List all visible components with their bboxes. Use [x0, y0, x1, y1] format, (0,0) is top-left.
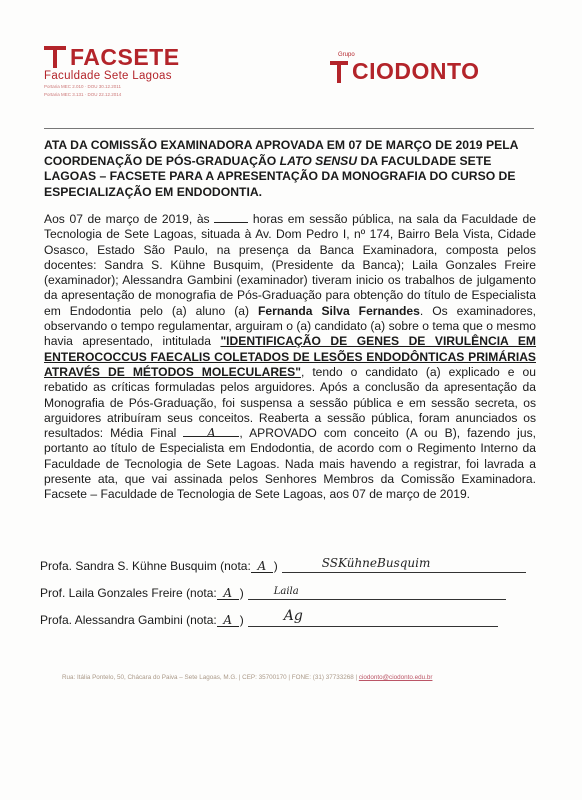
signature-label: Profa. Alessandra Gambini (nota: — [40, 613, 217, 627]
signature-paren: ) — [239, 613, 244, 627]
facsete-fine-print-1: Portaria MEC 2.010 · DOU 30.12.2011 — [44, 84, 121, 89]
signature-label: Prof. Laila Gonzales Freire (nota: — [40, 586, 217, 600]
title-text-2: DA FACULDADE SETE LAGOAS – FACSETE PARA A APRESENTAÇÃO DA MONOGRAFIA DO CURSO DE ESPECIALIZAÇÃO EM — [44, 153, 516, 199]
signature-scrawl: Laila — [273, 586, 299, 597]
body-text-1: Aos 07 de março de 2019, às — [44, 212, 210, 226]
signature-scrawl: SSKühneBusquim — [321, 556, 431, 570]
ciodonto-name: CIODONTO — [352, 58, 480, 84]
signature-grade: A — [223, 613, 233, 627]
signature-paren: ) — [239, 586, 244, 600]
body-text-2: horas em sessão pública, na sala da Faculdade de Tecnologia de Sete Lagoas, situada à Av. Dom Pedro I, nº 174, Bairro Bela Vista, Cidade Osasco, Estado São Paulo, na presença da Banca Examinadora, composta pelos docentes: Sandra S. Kühne Busquim, (Presidente da Banca); Laila Gonzales Freire (examinador); Alessandra Gambini (examinador) tiveram inicio os trabalhos de julgamento da apresentação de monografia de Pós-Graduação para obtenção do título de Especialista em Endodontia pelo (a) aluno (a) — [44, 212, 536, 318]
facsete-mark-icon — [44, 46, 66, 68]
ciodonto-logo — [330, 52, 510, 85]
signature-line-2 — [40, 585, 506, 600]
final-grade-field — [183, 426, 239, 441]
signature-grade: A — [257, 559, 267, 573]
signature-scrawl: Ag — [283, 608, 303, 624]
title-period: . — [258, 184, 263, 199]
signature-line-3 — [40, 608, 498, 627]
minutes-body — [44, 212, 536, 503]
student-name: Fernanda Silva Fernandes — [258, 303, 420, 318]
signature-field — [248, 585, 506, 600]
facsete-fine-print-2: Portaria MEC 3.131 · DOU 22.12.2014 — [44, 92, 122, 97]
facsete-subtitle: Faculdade Sete Lagoas — [44, 70, 172, 82]
header-divider — [44, 128, 534, 129]
facsete-name: FACSETE — [70, 44, 180, 70]
body-text-3: . Os examinadores, observando o tempo regulamentar, arguiram o (a) candidato (a) sobre o tema que o mesmo havia apresentado, intitulada — [44, 303, 536, 349]
title-course: ENDODONTIA — [176, 184, 259, 199]
signature-grade: A — [223, 586, 233, 600]
footer-address: Rua: Itália Pontelo, 50, Chácara do Paiva – Sete Lagoas, M.G. | CEP: 35700170 | FONE: (31) 37733268 | — [62, 674, 358, 681]
body-text-4: , tendo o candidato (a) explicado e ou rebatido as críticas formuladas pelos arguidores. Após a conclusão da apresentação da Monografia de Pós-Graduação, foi suspensa a sessão pública e em sessão secreta, os arguidores atribuíram seus conceitos. Reaberta a sessão pública, foram anunciados os resultados: Média Final — [44, 364, 536, 441]
title-italic: LATO SENSU — [279, 153, 358, 168]
grupo-label: Grupo — [338, 52, 355, 58]
time-blank — [214, 212, 248, 223]
signature-label: Profa. Sandra S. Kühne Busquim (nota: — [40, 559, 251, 573]
facsete-logo — [44, 46, 204, 98]
signature-field — [282, 558, 526, 573]
footer-email-link[interactable]: ciodonto@ciodonto.edu.br — [358, 674, 433, 681]
thesis-title: "IDENTIFICAÇÃO DE GENES DE VIRULÊNCIA EM ENTEROCOCCUS FAECALIS COLETADOS DE LESÕES ENDODÔNTICAS PRIMÁRIAS ATRAVÉS DE MÉTODOS MOLECULARES" — [44, 334, 536, 379]
page-footer — [62, 674, 532, 681]
signature-paren: ) — [273, 559, 278, 573]
body-text-5: , APROVADO com conceito (A ou B), fazendo jus, portanto ao título de Especialista em Endodontia, de acordo com o Regimento Interno da Faculdade de Tecnologia de Sete Lagoas. Nada mais havendo a registrar, foi lavrada a presente ata, que vai assinada pelos Senhores Membros da Comissão Examinadora. Facsete – Faculdade de Tecnologia de Sete Lagoas, aos 07 de março de 2019. — [44, 426, 536, 502]
signature-line-1 — [40, 558, 526, 573]
title-text-1: ATA DA COMISSÃO EXAMINADORA APROVADA EM 07 DE MARÇO DE 2019 PELA COORDENAÇÃO DE PÓS-GRADUAÇÃO — [44, 138, 519, 168]
document-title — [44, 138, 534, 200]
ciodonto-mark-icon — [330, 61, 348, 83]
final-grade: A — [207, 426, 216, 441]
signature-field — [248, 608, 498, 627]
